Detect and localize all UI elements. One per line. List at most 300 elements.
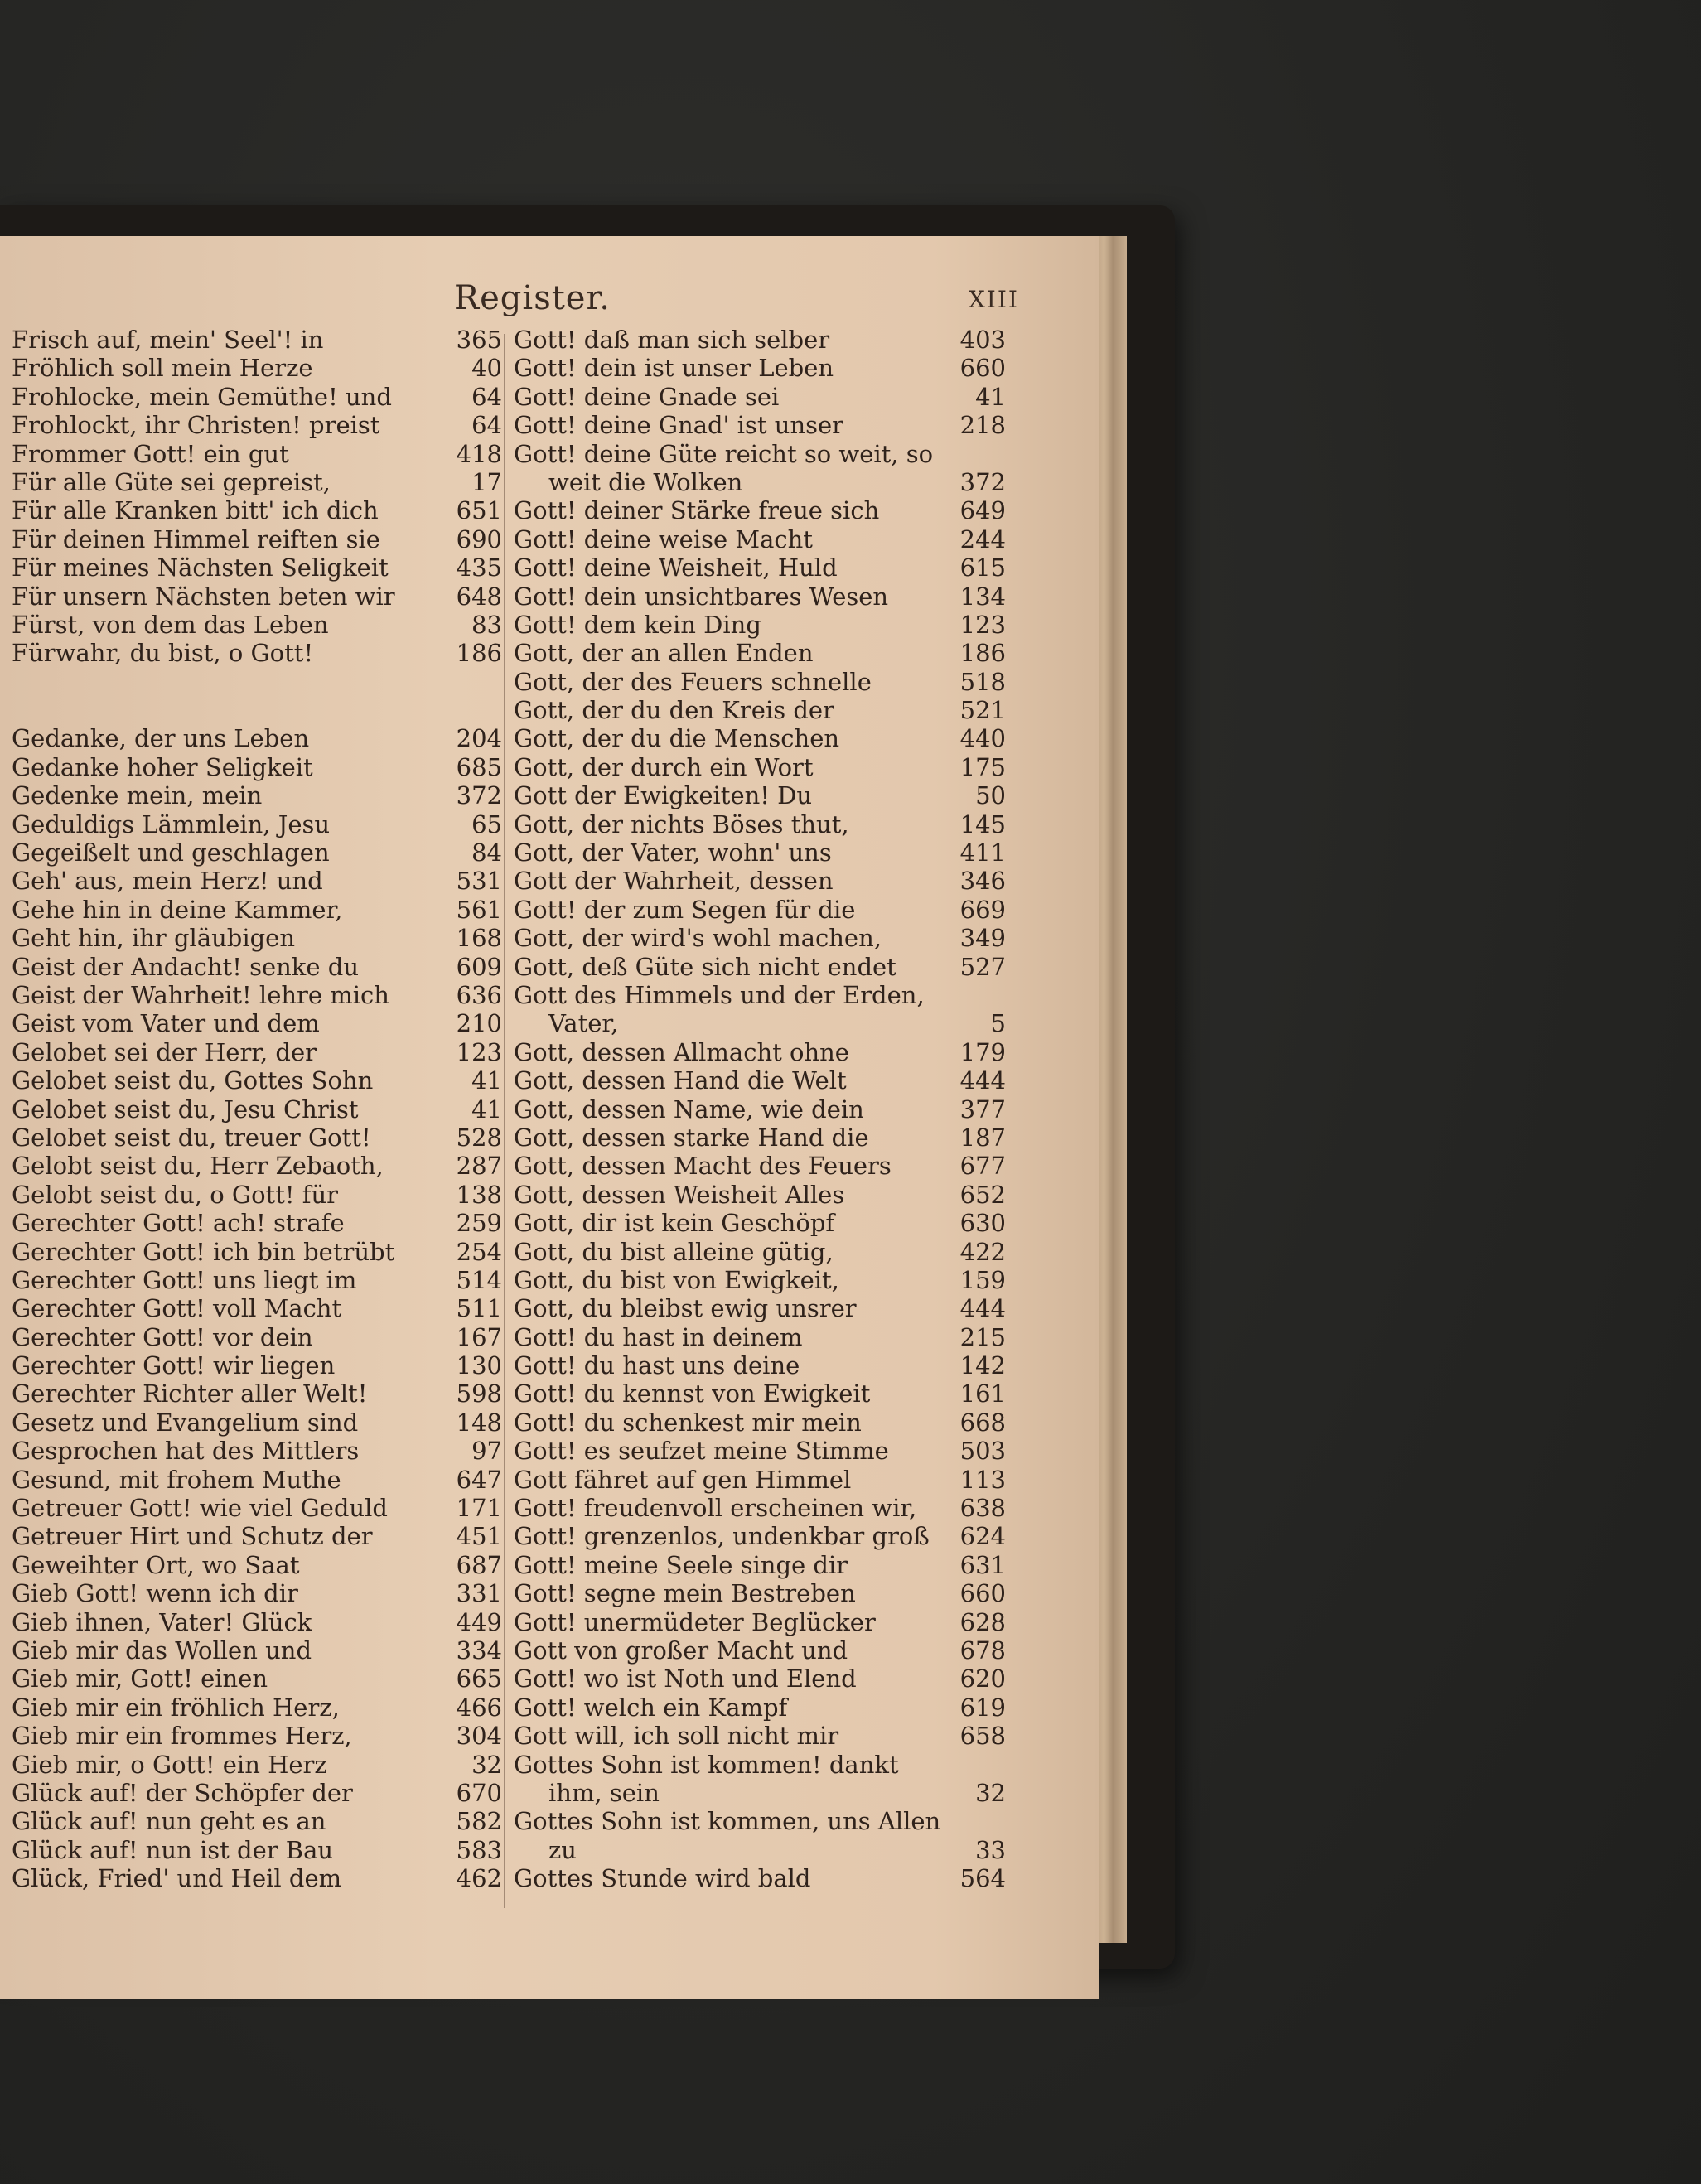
entry-title: Gott! wo ist Noth und Elend <box>514 1665 857 1694</box>
entry-page-number: 142 <box>959 1351 1006 1380</box>
entry-page-number: 687 <box>456 1550 502 1579</box>
index-entry <box>514 1038 1006 1066</box>
index-entry <box>514 1579 1006 1607</box>
index-entry <box>12 1551 502 1579</box>
entry-page-number: 582 <box>456 1807 502 1836</box>
entry-page-number: 287 <box>456 1152 502 1181</box>
entry-page-number: 418 <box>456 439 502 468</box>
entry-page-number: 304 <box>456 1722 502 1751</box>
entry-page-number: 186 <box>959 639 1006 668</box>
entry-title: Fröhlich soll mein Herze <box>12 354 313 383</box>
entry-title: Gerechter Gott! ach! strafe <box>12 1209 345 1238</box>
entry-page-number: 244 <box>959 524 1006 553</box>
index-entry <box>514 1123 1006 1152</box>
index-entry <box>514 1836 1006 1864</box>
index-entry <box>514 1636 1006 1665</box>
index-entry <box>12 354 502 382</box>
index-entry <box>514 1694 1006 1722</box>
index-entry <box>12 810 502 838</box>
index-entry <box>514 981 1006 1009</box>
entry-title: Gott, der du die Menschen <box>514 724 840 753</box>
entry-page-number: 511 <box>456 1294 502 1323</box>
index-entry <box>514 354 1006 382</box>
entry-title: Gott, der du den Kreis der <box>514 696 834 725</box>
entry-title: Gott! du kennst von Ewigkeit <box>514 1379 871 1408</box>
index-entry <box>514 1209 1006 1237</box>
entry-title: Gott! der zum Segen für die <box>514 895 856 924</box>
index-entry <box>12 924 502 952</box>
index-entry <box>12 1779 502 1807</box>
index-entry <box>12 1494 502 1522</box>
index-entry <box>514 525 1006 553</box>
index-entry <box>514 1266 1006 1294</box>
index-entry <box>12 1266 502 1294</box>
entry-page-number: 649 <box>959 496 1006 525</box>
index-entry <box>12 781 502 809</box>
entry-page-number: 210 <box>456 1009 502 1038</box>
entry-title: Gedanke, der uns Leben <box>12 724 310 753</box>
index-entry <box>514 611 1006 639</box>
entry-title: weit die Wolken <box>548 467 743 496</box>
entry-title: Gesetz und Evangelium sind <box>12 1408 359 1437</box>
entry-page-number: 669 <box>959 895 1006 924</box>
index-entry <box>12 1181 502 1209</box>
entry-page-number: 83 <box>471 610 502 639</box>
entry-title: Fürst, von dem das Leben <box>12 610 329 639</box>
entry-page-number: 411 <box>959 838 1006 867</box>
entry-title: Frohlockt, ihr Christen! preist <box>12 411 380 440</box>
index-entry <box>514 867 1006 895</box>
index-entry <box>514 1009 1006 1037</box>
entry-title: Für meines Nächsten Seligkeit <box>12 553 389 582</box>
index-entry <box>12 383 502 411</box>
index-entry <box>12 696 502 724</box>
entry-page-number: 677 <box>959 1152 1006 1181</box>
entry-title: Gegeißelt und geschlagen <box>12 838 330 867</box>
entry-title: Glück, Fried' und Heil dem <box>12 1864 342 1893</box>
entry-title: Gott, dessen Allmacht ohne <box>514 1037 849 1066</box>
index-entry <box>514 1066 1006 1094</box>
index-entry <box>12 1579 502 1607</box>
entry-page-number: 123 <box>456 1037 502 1066</box>
entry-title: Gott! es seufzet meine Stimme <box>514 1437 889 1466</box>
entry-title: Gott, der des Feuers schnelle <box>514 667 872 696</box>
entry-page-number: 159 <box>959 1265 1006 1294</box>
entry-title: Gieb Gott! wenn ich dir <box>12 1579 298 1608</box>
entry-title: Geist der Andacht! senke du <box>12 952 359 981</box>
entry-page-number: 123 <box>959 610 1006 639</box>
entry-page-number: 624 <box>959 1522 1006 1551</box>
entry-title: Gott, der nichts Böses thut, <box>514 809 849 838</box>
entry-title: Für deinen Himmel reiften sie <box>12 524 380 553</box>
entry-title: Gott! unermüdeter Beglücker <box>514 1607 876 1636</box>
entry-title: Geist vom Vater und dem <box>12 1009 320 1038</box>
index-entry <box>12 668 502 696</box>
entry-title: Gelobet seist du, Jesu Christ <box>12 1094 359 1123</box>
entry-page-number: 259 <box>456 1209 502 1238</box>
entry-page-number: 651 <box>456 496 502 525</box>
index-entry <box>12 753 502 781</box>
entry-page-number: 175 <box>959 752 1006 781</box>
entry-title: Gelobet seist du, Gottes Sohn <box>12 1066 374 1095</box>
index-column-left <box>12 326 502 1892</box>
index-entry <box>514 582 1006 611</box>
index-entry <box>12 1323 502 1351</box>
entry-title: Gieb mir ein frommes Herz, <box>12 1722 352 1751</box>
index-entry <box>12 1238 502 1266</box>
entry-title: Gedanke hoher Seligkeit <box>12 752 313 781</box>
index-entry <box>514 1466 1006 1494</box>
entry-title: Gott! dein ist unser Leben <box>514 354 834 383</box>
entry-title: Geist der Wahrheit! lehre mich <box>12 980 389 1009</box>
entry-page-number: 179 <box>959 1037 1006 1066</box>
index-entry <box>12 896 502 924</box>
entry-page-number: 334 <box>456 1636 502 1665</box>
entry-page-number: 561 <box>456 895 502 924</box>
entry-title: Gott der Wahrheit, dessen <box>514 867 834 896</box>
index-entry <box>514 953 1006 981</box>
index-entry <box>514 1408 1006 1437</box>
entry-title: Frohlocke, mein Gemüthe! und <box>12 382 392 411</box>
entry-page-number: 41 <box>975 382 1006 411</box>
index-entry <box>12 1864 502 1892</box>
page-header-title: Register. <box>454 279 611 317</box>
entry-page-number: 531 <box>456 867 502 896</box>
entry-title: Gieb mir das Wollen und <box>12 1636 312 1665</box>
index-entry <box>12 1095 502 1123</box>
entry-page-number: 33 <box>975 1835 1006 1864</box>
index-entry <box>12 1408 502 1437</box>
entry-page-number: 372 <box>959 467 1006 496</box>
entry-page-number: 130 <box>456 1351 502 1380</box>
entry-page-number: 514 <box>456 1265 502 1294</box>
index-entry <box>12 525 502 553</box>
entry-page-number: 630 <box>959 1209 1006 1238</box>
entry-title: Für alle Kranken bitt' ich dich <box>12 496 379 525</box>
index-entry <box>12 724 502 752</box>
index-entry <box>12 1437 502 1465</box>
entry-title: Gelobet sei der Herr, der <box>12 1037 317 1066</box>
entry-page-number: 64 <box>471 411 502 440</box>
entry-title: Geht hin, ihr gläubigen <box>12 924 296 953</box>
entry-page-number: 620 <box>959 1665 1006 1694</box>
book-page <box>0 236 1099 1999</box>
index-entry <box>12 1123 502 1152</box>
index-entry <box>12 496 502 524</box>
entry-page-number: 527 <box>959 952 1006 981</box>
entry-page-number: 134 <box>959 582 1006 611</box>
entry-page-number: 168 <box>456 924 502 953</box>
entry-page-number: 435 <box>456 553 502 582</box>
entry-page-number: 41 <box>471 1066 502 1095</box>
entry-title: Gieb mir, Gott! einen <box>12 1665 268 1694</box>
entry-title: Gottes Sohn ist kommen, uns Allen <box>514 1807 941 1836</box>
entry-page-number: 521 <box>959 696 1006 725</box>
entry-page-number: 660 <box>959 354 1006 383</box>
entry-page-number: 50 <box>975 781 1006 810</box>
entry-title: Gottes Sohn ist kommen! dankt <box>514 1750 899 1779</box>
entry-title: zu <box>548 1835 577 1864</box>
index-entry <box>12 1466 502 1494</box>
index-entry <box>12 326 502 354</box>
page-number: XIII <box>968 286 1019 313</box>
entry-page-number: 619 <box>959 1693 1006 1722</box>
index-column-right <box>514 326 1006 1892</box>
index-entry <box>12 468 502 496</box>
entry-page-number: 462 <box>456 1864 502 1893</box>
entry-title: Gesund, mit frohem Muthe <box>12 1465 341 1494</box>
entry-title: Gott, du bleibst ewig unsrer <box>514 1294 857 1323</box>
entry-page-number: 84 <box>471 838 502 867</box>
entry-page-number: 668 <box>959 1408 1006 1437</box>
entry-title: Gott! grenzenlos, undenkbar groß <box>514 1522 930 1551</box>
entry-page-number: 422 <box>959 1237 1006 1266</box>
entry-title: Gott, du bist alleine gütig, <box>514 1237 834 1266</box>
entry-page-number: 449 <box>456 1607 502 1636</box>
index-entry <box>12 1209 502 1237</box>
entry-title: Gott! du hast in deinem <box>514 1322 803 1351</box>
entry-title: Gottes Stunde wird bald <box>514 1864 811 1893</box>
index-entry <box>12 1379 502 1408</box>
entry-title: Gott, dessen Macht des Feuers <box>514 1152 892 1181</box>
index-entry <box>514 838 1006 867</box>
entry-title: Gott! segne mein Bestreben <box>514 1579 856 1608</box>
entry-title: Gott! daß man sich selber <box>514 326 830 354</box>
entry-title: Gott, der durch ein Wort <box>514 752 814 781</box>
entry-title: Gott, dessen Hand die Welt <box>514 1066 847 1095</box>
entry-title: Gelobt seist du, o Gott! für <box>12 1180 339 1209</box>
entry-page-number: 631 <box>959 1550 1006 1579</box>
index-entry <box>514 1181 1006 1209</box>
index-entry <box>514 383 1006 411</box>
index-entry <box>514 1751 1006 1779</box>
index-entry <box>12 639 502 667</box>
entry-title: Gott! welch ein Kampf <box>514 1693 788 1722</box>
entry-page-number: 690 <box>456 524 502 553</box>
entry-page-number: 64 <box>471 382 502 411</box>
entry-title: Gerechter Gott! ich bin betrübt <box>12 1237 395 1266</box>
index-entry <box>514 753 1006 781</box>
index-entry <box>12 953 502 981</box>
index-entry <box>514 896 1006 924</box>
index-entry <box>12 582 502 611</box>
entry-page-number: 41 <box>471 1094 502 1123</box>
entry-page-number: 167 <box>456 1322 502 1351</box>
index-entry <box>514 1351 1006 1379</box>
entry-page-number: 372 <box>456 781 502 810</box>
index-entry <box>514 924 1006 952</box>
index-entry <box>12 1807 502 1835</box>
entry-page-number: 518 <box>959 667 1006 696</box>
index-entry <box>514 1864 1006 1892</box>
index-entry <box>514 440 1006 468</box>
entry-title: Geh' aus, mein Herz! und <box>12 867 323 896</box>
index-entry <box>12 1694 502 1722</box>
entry-page-number: 685 <box>456 752 502 781</box>
entry-title: Gieb mir, o Gott! ein Herz <box>12 1750 327 1779</box>
entry-page-number: 138 <box>456 1180 502 1209</box>
entry-title: Gott, du bist von Ewigkeit, <box>514 1265 839 1294</box>
entry-title: Gott, der wird's wohl machen, <box>514 924 882 953</box>
entry-title: Gott des Himmels und der Erden, <box>514 980 925 1009</box>
entry-page-number: 660 <box>959 1579 1006 1608</box>
entry-title: Gerechter Gott! voll Macht <box>12 1294 342 1323</box>
index-entry <box>12 1722 502 1750</box>
index-entry <box>514 1152 1006 1180</box>
entry-page-number: 113 <box>959 1465 1006 1494</box>
entry-page-number: 636 <box>456 980 502 1009</box>
entry-page-number: 186 <box>456 639 502 668</box>
entry-title: Gott von großer Macht und <box>514 1636 848 1665</box>
index-entry <box>514 810 1006 838</box>
index-entry <box>514 668 1006 696</box>
entry-title: Gedenke mein, mein <box>12 781 263 810</box>
index-entry <box>514 1665 1006 1693</box>
entry-title: Gott, dessen Weisheit Alles <box>514 1180 845 1209</box>
entry-page-number: 65 <box>471 809 502 838</box>
index-entry <box>514 1807 1006 1835</box>
index-entry <box>12 867 502 895</box>
index-entry <box>514 1323 1006 1351</box>
entry-page-number: 503 <box>959 1437 1006 1466</box>
entry-title: Glück auf! der Schöpfer der <box>12 1778 353 1807</box>
entry-title: Frommer Gott! ein gut <box>12 439 289 468</box>
index-entry <box>514 496 1006 524</box>
index-entry <box>514 1095 1006 1123</box>
entry-title: Gott! deine weise Macht <box>514 524 813 553</box>
entry-page-number: 349 <box>959 924 1006 953</box>
index-entry <box>514 1722 1006 1750</box>
entry-title: Gieb mir ein fröhlich Herz, <box>12 1693 340 1722</box>
entry-page-number: 32 <box>975 1778 1006 1807</box>
entry-page-number: 161 <box>959 1379 1006 1408</box>
entry-page-number: 648 <box>456 582 502 611</box>
entry-title: Gelobet seist du, treuer Gott! <box>12 1123 371 1152</box>
entry-title: Geduldigs Lämmlein, Jesu <box>12 809 331 838</box>
entry-title: Gott! freudenvoll erscheinen wir, <box>514 1494 917 1523</box>
entry-page-number: 17 <box>471 467 502 496</box>
entry-title: Gott will, ich soll nicht mir <box>514 1722 839 1751</box>
index-entry <box>514 1522 1006 1550</box>
entry-title: Gott, dessen starke Hand die <box>514 1123 869 1152</box>
entry-page-number: 528 <box>456 1123 502 1152</box>
index-entry <box>514 468 1006 496</box>
entry-page-number: 97 <box>471 1437 502 1466</box>
entry-page-number: 670 <box>456 1778 502 1807</box>
index-entry <box>514 1379 1006 1408</box>
index-entry <box>514 1551 1006 1579</box>
index-entry <box>12 1522 502 1550</box>
entry-title: Gott! du hast uns deine <box>514 1351 800 1380</box>
entry-title: Gott der Ewigkeiten! Du <box>514 781 813 810</box>
entry-title: Gott! deine Weisheit, Huld <box>514 553 838 582</box>
index-entry <box>12 981 502 1009</box>
entry-page-number: 148 <box>456 1408 502 1437</box>
entry-page-number: 254 <box>456 1237 502 1266</box>
entry-title: Gehe hin in deine Kammer, <box>12 895 343 924</box>
index-entry <box>514 1238 1006 1266</box>
entry-page-number: 609 <box>456 952 502 981</box>
entry-page-number: 365 <box>456 326 502 354</box>
entry-title: Gott, dessen Name, wie dein <box>514 1094 864 1123</box>
entry-page-number: 658 <box>959 1722 1006 1751</box>
index-entry <box>514 1437 1006 1465</box>
entry-title: Getreuer Hirt und Schutz der <box>12 1522 373 1551</box>
entry-page-number: 444 <box>959 1066 1006 1095</box>
entry-title: Gesprochen hat des Mittlers <box>12 1437 360 1466</box>
index-entry <box>514 1779 1006 1807</box>
entry-page-number: 145 <box>959 809 1006 838</box>
entry-page-number: 628 <box>959 1607 1006 1636</box>
entry-page-number: 466 <box>456 1693 502 1722</box>
entry-title: Gott! deine Gnad' ist unser <box>514 411 844 440</box>
index-entry <box>12 1038 502 1066</box>
entry-page-number: 652 <box>959 1180 1006 1209</box>
entry-page-number: 665 <box>456 1665 502 1694</box>
entry-page-number: 5 <box>990 1009 1006 1038</box>
entry-title: Gerechter Gott! uns liegt im <box>12 1265 357 1294</box>
entry-title: Gott, der an allen Enden <box>514 639 814 668</box>
entry-title: Für alle Güte sei gepreist, <box>12 467 331 496</box>
index-entry <box>12 1294 502 1322</box>
entry-page-number: 40 <box>471 354 502 383</box>
entry-title: ihm, sein <box>548 1778 660 1807</box>
entry-title: Für unsern Nächsten beten wir <box>12 582 395 611</box>
index-entry <box>514 553 1006 582</box>
index-entry <box>12 1665 502 1693</box>
entry-title: Gott, der Vater, wohn' uns <box>514 838 832 867</box>
entry-title: Glück auf! nun geht es an <box>12 1807 326 1836</box>
entry-title: Gott! deiner Stärke freue sich <box>514 496 880 525</box>
entry-page-number: 218 <box>959 411 1006 440</box>
index-entry <box>12 411 502 439</box>
index-entry <box>12 1351 502 1379</box>
index-entry <box>12 1608 502 1636</box>
index-entry <box>12 1009 502 1037</box>
entry-title: Frisch auf, mein' Seel'! in <box>12 326 324 354</box>
entry-page-number: 215 <box>959 1322 1006 1351</box>
entry-title: Getreuer Gott! wie viel Geduld <box>12 1494 388 1523</box>
entry-title: Gott! dein unsichtbares Wesen <box>514 582 889 611</box>
index-entry <box>12 440 502 468</box>
entry-page-number: 346 <box>959 867 1006 896</box>
index-entry <box>12 1152 502 1180</box>
index-entry <box>514 411 1006 439</box>
entry-page-number: 444 <box>959 1294 1006 1323</box>
index-entry <box>12 611 502 639</box>
index-entry <box>514 1494 1006 1522</box>
entry-page-number: 403 <box>959 326 1006 354</box>
entry-title: Gott! du schenkest mir mein <box>514 1408 862 1437</box>
entry-title: Gott, dir ist kein Geschöpf <box>514 1209 835 1238</box>
index-entry <box>12 1751 502 1779</box>
entry-title: Vater, <box>548 1009 619 1038</box>
index-entry <box>514 1294 1006 1322</box>
entry-page-number: 598 <box>456 1379 502 1408</box>
entry-page-number: 647 <box>456 1465 502 1494</box>
index-entry <box>12 1836 502 1864</box>
entry-title: Gelobt seist du, Herr Zebaoth, <box>12 1152 384 1181</box>
entry-page-number: 440 <box>959 724 1006 753</box>
entry-page-number: 678 <box>959 1636 1006 1665</box>
index-entry <box>514 1608 1006 1636</box>
column-divider <box>504 334 505 1908</box>
index-entry <box>12 838 502 867</box>
entry-page-number: 171 <box>456 1494 502 1523</box>
index-entry <box>514 326 1006 354</box>
entry-page-number: 564 <box>959 1864 1006 1893</box>
index-entry <box>514 696 1006 724</box>
